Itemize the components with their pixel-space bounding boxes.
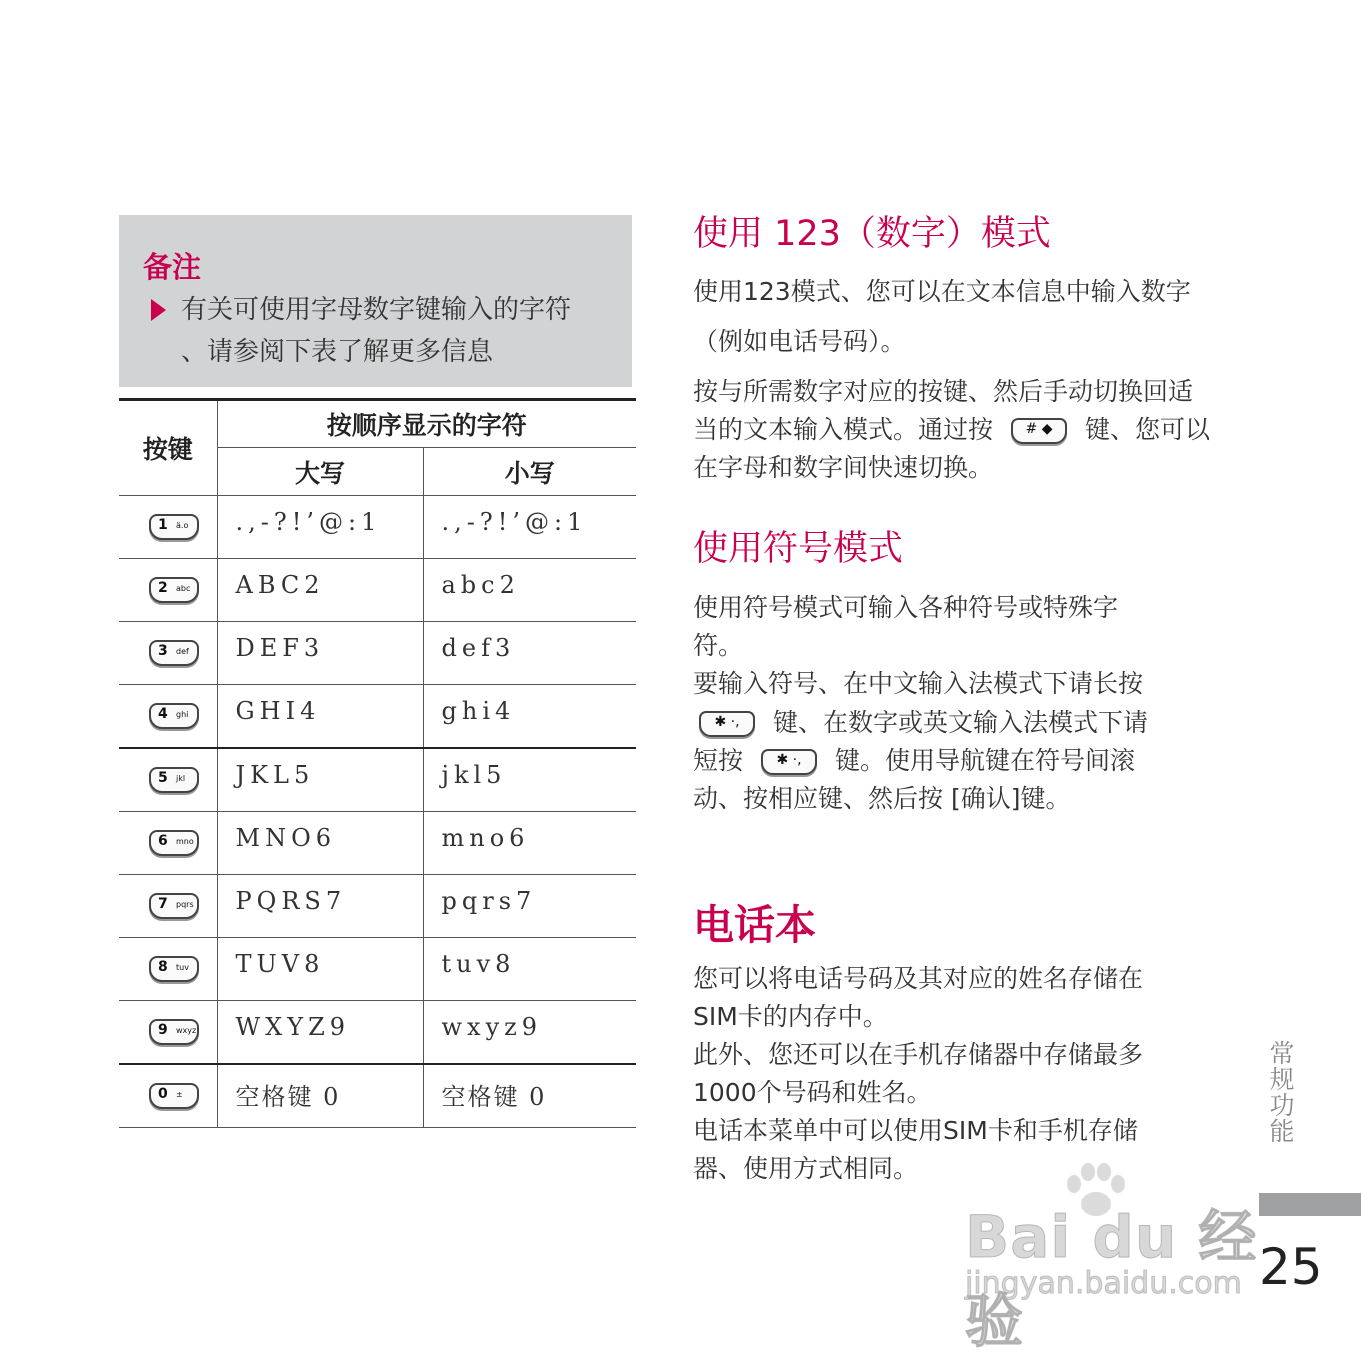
lower-cell: .,-?!’@:1 xyxy=(423,496,636,559)
upper-cell: 空格键 0 xyxy=(217,1064,423,1128)
key-2-icon: 2 abc xyxy=(149,577,199,603)
star-key-icon: ✱ ·, xyxy=(761,749,817,775)
table-row xyxy=(119,685,636,749)
lower-cell: jkl5 xyxy=(423,748,636,812)
key-5-icon: 5 jkl xyxy=(149,767,199,793)
upper-cell: JKL5 xyxy=(217,748,423,812)
chapter-side-label: 常规功能 xyxy=(1266,1040,1295,1144)
lower-cell: 空格键 0 xyxy=(423,1064,636,1128)
paragraph-line: 要输入符号、在中文输入法模式下请长按 xyxy=(693,669,1144,698)
paragraph-line: 动、按相应键、然后按 [确认]键。 xyxy=(693,784,1071,813)
lower-cell: def3 xyxy=(423,622,636,685)
key-4-icon: 4 ghi xyxy=(149,703,199,729)
paragraph-line xyxy=(693,741,1135,777)
note-line-1: 有关可使用字母数字键输入的字符 xyxy=(181,295,572,325)
table-row xyxy=(119,812,636,875)
lower-cell: pqrs7 xyxy=(423,875,636,938)
paragraph-line: 器、使用方式相同。 xyxy=(693,1154,919,1183)
hash-key-icon: # ◆ xyxy=(1011,418,1067,444)
text-fragment: 当的文本输入模式。通过按 xyxy=(693,415,994,444)
upper-cell: ABC2 xyxy=(217,559,423,622)
key-9-icon: 9 wxyz xyxy=(149,1019,199,1045)
table-row xyxy=(119,748,636,812)
table-row xyxy=(119,875,636,938)
paragraph-line: 您可以将电话号码及其对应的姓名存储在 xyxy=(693,964,1144,993)
upper-cell: DEF3 xyxy=(217,622,423,685)
chapter-tab-bar xyxy=(1259,1193,1361,1216)
key-7-icon: 7 pqrs xyxy=(149,893,199,919)
lower-cell: wxyz9 xyxy=(423,1001,636,1065)
paragraph-line: 此外、您还可以在手机存储器中存储最多 xyxy=(693,1040,1144,1069)
section-title-numeric-mode: 使用 123（数字）模式 xyxy=(693,214,1051,254)
key-3-icon: 3 def xyxy=(149,640,199,666)
key-1-icon: 1 ä.o xyxy=(149,514,199,540)
note-box xyxy=(119,215,632,387)
paragraph-line: 使用符号模式可输入各种符号或特殊字 xyxy=(693,593,1119,622)
upper-cell: TUV8 xyxy=(217,938,423,1001)
header-chars: 按顺序显示的字符 xyxy=(217,400,636,448)
upper-cell: PQRS7 xyxy=(217,875,423,938)
key-6-icon: 6 mno xyxy=(149,830,199,856)
key-character-table xyxy=(119,398,636,1128)
lower-cell: tuv8 xyxy=(423,938,636,1001)
lower-cell: ghi4 xyxy=(423,685,636,749)
paragraph-line: 1000个号码和姓名。 xyxy=(693,1078,932,1107)
text-fragment: 短按 xyxy=(693,746,744,775)
table-row xyxy=(119,559,636,622)
header-key: 按键 xyxy=(119,400,217,496)
star-key-icon: ✱ ·, xyxy=(699,711,755,737)
key-8-icon: 8 tuv xyxy=(149,956,199,982)
note-title: 备注 xyxy=(143,250,202,284)
paragraph-line: （例如电话号码）。 xyxy=(693,327,906,356)
table-row xyxy=(119,1064,636,1128)
lower-cell: mno6 xyxy=(423,812,636,875)
watermark-logo: Bai du 经验 xyxy=(965,1203,1258,1355)
triangle-bullet-icon xyxy=(151,299,166,321)
paragraph-line: 使用123模式、您可以在文本信息中输入数字 xyxy=(693,277,1191,306)
page-number: 25 xyxy=(1259,1238,1323,1296)
table-row xyxy=(119,496,636,559)
upper-cell: WXYZ9 xyxy=(217,1001,423,1065)
paragraph-line xyxy=(693,703,1148,739)
upper-cell: GHI4 xyxy=(217,685,423,749)
table-row xyxy=(119,938,636,1001)
text-fragment: 键。使用导航键在符号间滚 xyxy=(835,746,1136,775)
paragraph-line: 电话本菜单中可以使用SIM卡和手机存储 xyxy=(693,1116,1138,1145)
watermark-url: jingyan.baidu.com xyxy=(965,1266,1242,1301)
text-fragment: 键、您可以 xyxy=(1085,415,1211,444)
upper-cell: .,-?!’@:1 xyxy=(217,496,423,559)
paragraph-line xyxy=(693,410,1210,446)
header-upper: 大写 xyxy=(217,448,423,496)
key-0-icon: 0 ± xyxy=(149,1083,199,1109)
lower-cell: abc2 xyxy=(423,559,636,622)
header-lower: 小写 xyxy=(423,448,636,496)
paragraph-line: 在字母和数字间快速切换。 xyxy=(693,453,994,482)
table-row xyxy=(119,622,636,685)
text-fragment: 键、在数字或英文输入法模式下请 xyxy=(773,708,1149,737)
paragraph-line: 按与所需数字对应的按键、然后手动切换回适 xyxy=(693,377,1194,406)
paragraph-line: SIM卡的内存中。 xyxy=(693,1002,888,1031)
section-title-phonebook: 电话本 xyxy=(693,901,816,949)
paragraph-line: 符。 xyxy=(693,631,744,660)
upper-cell: MNO6 xyxy=(217,812,423,875)
baidu-watermark xyxy=(965,1160,1295,1355)
note-line-2: 、请参阅下表了解更多信息 xyxy=(181,337,494,367)
section-title-symbol-mode: 使用符号模式 xyxy=(693,529,904,569)
table-row xyxy=(119,1001,636,1065)
